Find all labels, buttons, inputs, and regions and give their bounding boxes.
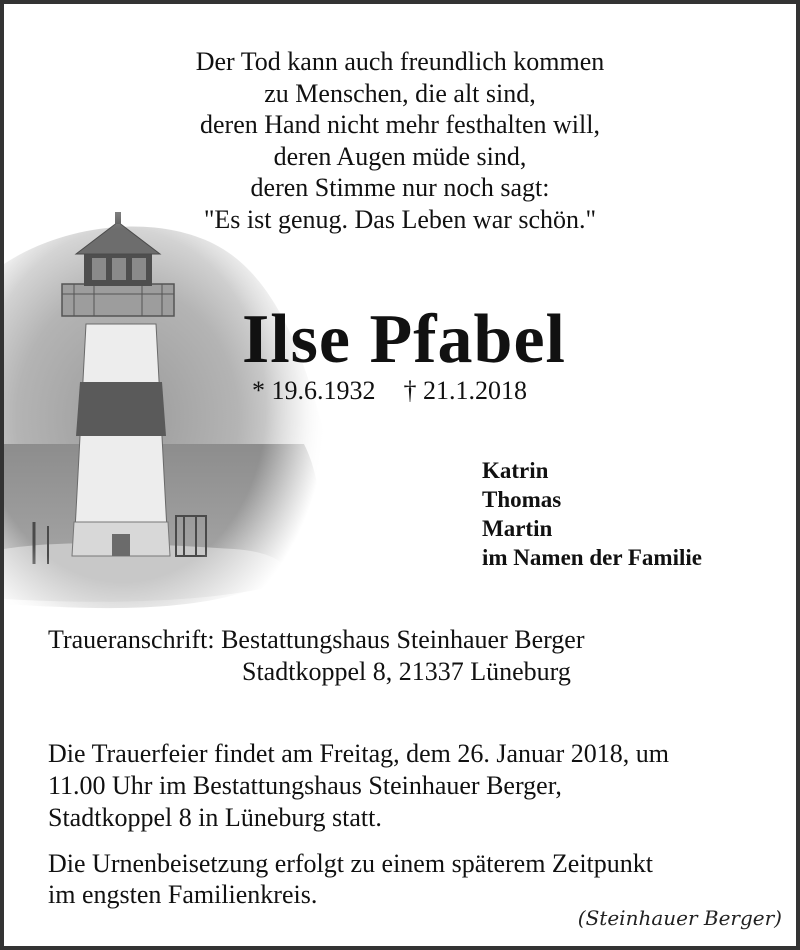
service-line: Die Trauerfeier findet am Freitag, dem 26. Januar 2018, um <box>48 739 669 768</box>
service-line: Stadtkoppel 8 in Lüneburg statt. <box>48 803 382 832</box>
family-member: Martin <box>482 516 553 541</box>
poem <box>4 46 796 235</box>
family-signatories <box>482 456 702 572</box>
life-dates <box>252 375 527 407</box>
address-line-2: Stadtkoppel 8, 21337 Lüneburg <box>242 657 571 686</box>
urn-burial-info <box>48 848 653 910</box>
lighthouse-illustration <box>4 204 344 624</box>
poem-line: Der Tod kann auch freundlich kommen <box>195 47 605 76</box>
poem-line: deren Hand nicht mehr festhalten will, <box>200 110 600 139</box>
family-member: Thomas <box>482 487 562 512</box>
poem-line: "Es ist genug. Das Leben war schön." <box>203 204 597 234</box>
mourning-address <box>48 624 585 688</box>
death-date: † 21.1.2018 <box>403 376 527 405</box>
service-line: 11.00 Uhr im Bestattungshaus Steinhauer Berger, <box>48 771 562 800</box>
poem-line: deren Stimme nur noch sagt: <box>250 173 550 202</box>
poem-line: zu Menschen, die alt sind, <box>264 78 536 108</box>
undertaker-signature: (Steinhauer Berger) <box>577 906 782 930</box>
poem-line: deren Augen müde sind, <box>273 141 527 171</box>
address-label: Traueranschrift: <box>48 625 215 654</box>
family-member: Katrin <box>482 458 549 483</box>
funeral-service-info <box>48 738 669 834</box>
address-line-1: Bestattungshaus Steinhauer Berger <box>221 625 585 654</box>
birth-date: * 19.6.1932 <box>252 376 376 405</box>
deceased-name: Ilse Pfabel <box>241 301 567 378</box>
family-closing: im Namen der Familie <box>482 545 702 570</box>
burial-line: Die Urnenbeisetzung erfolgt zu einem späterem Zeitpunkt <box>48 849 654 878</box>
burial-line: im engsten Familienkreis. <box>48 880 318 909</box>
